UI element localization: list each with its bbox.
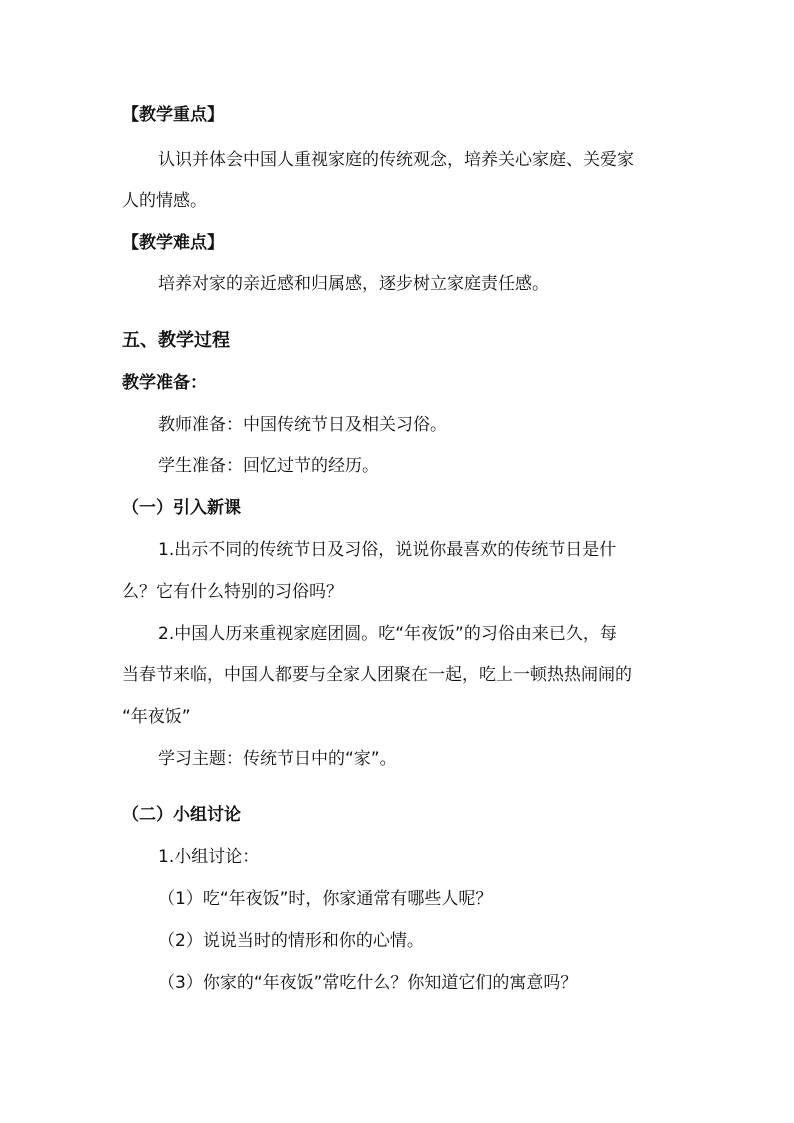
section-title: 五、教学过程 (122, 330, 230, 351)
teacher-preparation: 教师准备：中国传统节日及相关习俗。 (158, 415, 447, 435)
teaching-focus-text-line1: 认识并体会中国人重视家庭的传统观念，培养关心家庭、关爱家 (158, 150, 634, 170)
part1-item2-line3: “年夜饭” (122, 707, 191, 727)
part1-heading: （一）引入新课 (122, 498, 241, 518)
part2-item1: 1.小组讨论： (158, 847, 260, 867)
question-1: （1）吃“年夜饭”时，你家通常有哪些人呢？ (158, 889, 493, 909)
question-2: （2）说说当时的情形和你的心情。 (158, 931, 424, 951)
part1-item2-line1: 2.中国人历来重视家庭团圆。吃“年夜饭”的习俗由来已久，每 (158, 624, 617, 644)
teaching-focus-heading: 【教学重点】 (122, 105, 224, 125)
teaching-difficulty-text: 培养对家的亲近感和归属感，逐步树立家庭责任感。 (158, 274, 549, 294)
student-preparation: 学生准备：回忆过节的经历。 (158, 456, 379, 476)
part1-item2-line2: 当春节来临，中国人都要与全家人团聚在一起，吃上一顿热热闹闹的 (122, 665, 632, 685)
part1-item1-line1: 1.出示不同的传统节日及习俗，说说你最喜欢的传统节日是什 (158, 540, 617, 560)
question-3: （3）你家的“年夜饭”常吃什么？你知道它们的寓意吗？ (158, 973, 578, 993)
teaching-difficulty-heading: 【教学难点】 (122, 233, 224, 253)
preparation-heading: 教学准备： (122, 373, 207, 393)
learning-theme: 学习主题：传统节日中的“家”。 (158, 749, 397, 769)
part1-item1-line2: 么？它有什么特别的习俗吗？ (122, 582, 343, 602)
teaching-focus-text-line2: 人的情感。 (122, 191, 207, 211)
part2-heading: （二）小组讨论 (122, 805, 241, 825)
